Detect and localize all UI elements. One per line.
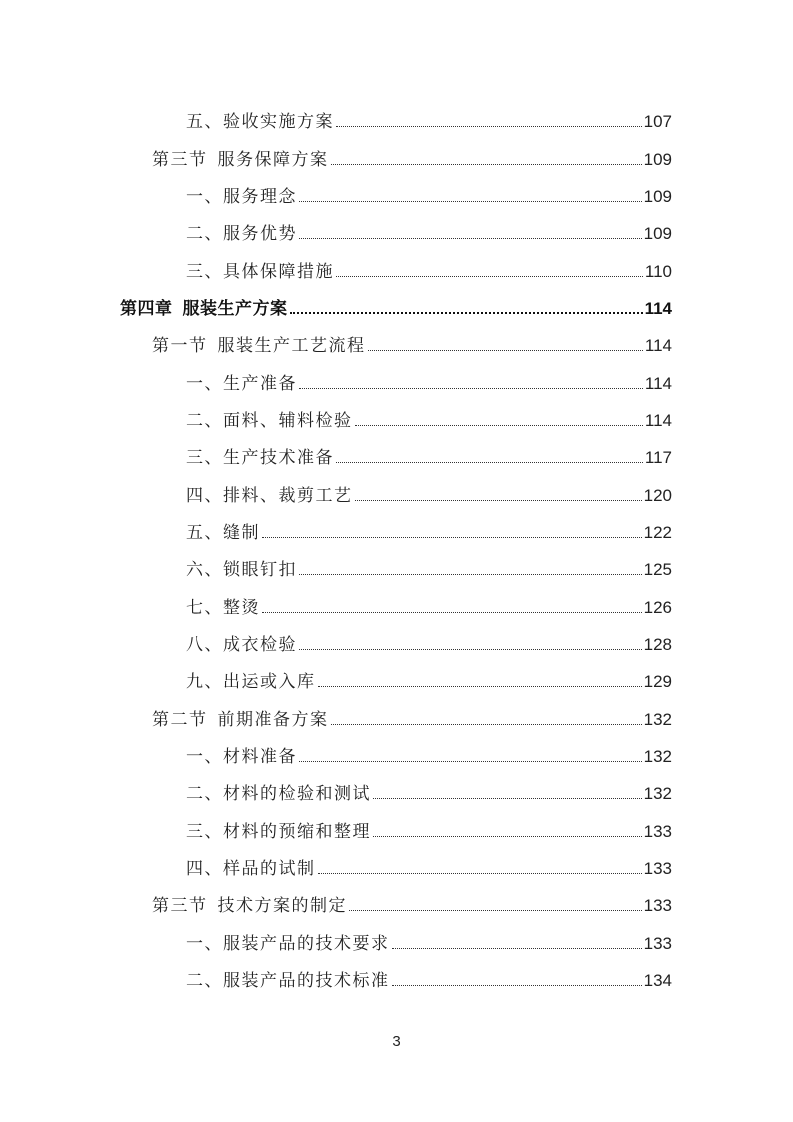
- toc-entry-number: 一、: [186, 747, 223, 768]
- toc-entry-title: 服装产品的技术要求: [223, 933, 390, 954]
- toc-entry-page: 109: [643, 224, 672, 244]
- toc-entry-number: 五、: [186, 112, 223, 133]
- toc-entry-content: [152, 891, 672, 916]
- toc-subsection-entry[interactable]: [0, 250, 793, 287]
- toc-subsection-entry[interactable]: [0, 736, 793, 773]
- toc-entry-number: 第一节: [152, 336, 208, 357]
- toc-subsection-entry[interactable]: [0, 848, 793, 885]
- toc-subsection-entry[interactable]: [0, 923, 793, 960]
- toc-entry-page: 107: [643, 112, 672, 132]
- toc-subsection-entry[interactable]: [0, 811, 793, 848]
- toc-entry-title: 验收实施方案: [223, 112, 334, 133]
- toc-entry-label: [152, 145, 329, 170]
- toc-subsection-entry[interactable]: [0, 176, 793, 213]
- toc-entry-title: 服务保障方案: [217, 149, 329, 170]
- table-of-contents: [0, 101, 793, 997]
- toc-entry-title: 整烫: [223, 597, 260, 618]
- toc-entry-content: [186, 518, 672, 543]
- toc-entry-page: 110: [644, 261, 672, 281]
- toc-entry-content: [120, 294, 672, 319]
- toc-entry-page: 133: [643, 896, 672, 916]
- dot-leader: [355, 500, 642, 501]
- toc-entry-label: [186, 630, 297, 655]
- toc-entry-label: [186, 779, 371, 804]
- toc-entry-content: [186, 369, 672, 394]
- toc-entry-label: [186, 817, 371, 842]
- toc-entry-number: 九、: [186, 672, 223, 693]
- toc-entry-number: 七、: [186, 597, 223, 618]
- toc-entry-label: [186, 369, 297, 394]
- dot-leader: [318, 873, 642, 874]
- toc-entry-page: 125: [643, 560, 672, 580]
- toc-entry-title: 服务理念: [223, 186, 297, 207]
- toc-entry-number: 四、: [186, 485, 223, 506]
- dot-leader: [373, 798, 642, 799]
- dot-leader: [299, 574, 642, 575]
- toc-entry-label: [186, 182, 297, 207]
- dot-leader: [318, 686, 642, 687]
- toc-entry-title: 服装生产工艺流程: [217, 336, 366, 357]
- toc-entry-number: 一、: [186, 186, 223, 207]
- dot-leader: [373, 836, 642, 837]
- toc-entry-page: 114: [644, 298, 672, 318]
- toc-entry-page: 129: [643, 672, 672, 692]
- toc-entry-number: 五、: [186, 522, 223, 543]
- dot-leader: [299, 761, 642, 762]
- toc-entry-title: 样品的试制: [223, 859, 316, 880]
- toc-entry-page: 120: [643, 485, 672, 505]
- toc-entry-label: [186, 742, 297, 767]
- toc-subsection-entry[interactable]: [0, 474, 793, 511]
- toc-entry-content: [186, 406, 672, 431]
- toc-entry-title: 前期准备方案: [217, 709, 329, 730]
- toc-entry-number: 第三节: [152, 896, 208, 917]
- toc-subsection-entry[interactable]: [0, 549, 793, 586]
- toc-entry-page: 114: [644, 336, 672, 356]
- toc-section-entry[interactable]: [0, 885, 793, 922]
- toc-entry-number: 三、: [186, 448, 223, 469]
- toc-subsection-entry[interactable]: [0, 101, 793, 138]
- dot-leader: [299, 201, 642, 202]
- dot-leader: [331, 164, 642, 165]
- toc-subsection-entry[interactable]: [0, 773, 793, 810]
- toc-entry-content: [152, 331, 672, 356]
- toc-section-entry[interactable]: [0, 138, 793, 175]
- toc-entry-page: 122: [643, 522, 672, 542]
- toc-entry-content: [186, 182, 672, 207]
- toc-subsection-entry[interactable]: [0, 437, 793, 474]
- dot-leader: [331, 724, 642, 725]
- toc-entry-label: [186, 929, 390, 954]
- toc-entry-number: 二、: [186, 971, 223, 992]
- dot-leader: [299, 388, 643, 389]
- toc-entry-page: 114: [644, 373, 672, 393]
- toc-entry-content: [186, 481, 672, 506]
- toc-entry-label: [186, 107, 334, 132]
- toc-entry-content: [186, 219, 672, 244]
- toc-entry-page: 132: [643, 784, 672, 804]
- toc-entry-title: 技术方案的制定: [217, 896, 347, 917]
- toc-entry-content: [186, 443, 672, 468]
- toc-entry-label: [152, 891, 347, 916]
- toc-entry-page: 114: [644, 410, 672, 430]
- toc-entry-number: 一、: [186, 373, 223, 394]
- dot-leader: [336, 276, 643, 277]
- toc-entry-content: [186, 779, 672, 804]
- toc-entry-label: [120, 294, 288, 319]
- toc-entry-number: 二、: [186, 410, 223, 431]
- toc-subsection-entry[interactable]: [0, 624, 793, 661]
- toc-subsection-entry[interactable]: [0, 362, 793, 399]
- toc-entry-label: [186, 966, 390, 991]
- toc-entry-number: 三、: [186, 261, 223, 282]
- dot-leader: [299, 238, 642, 239]
- dot-leader: [355, 425, 643, 426]
- dot-leader: [262, 537, 642, 538]
- toc-entry-label: [186, 406, 353, 431]
- toc-entry-title: 服装生产方案: [182, 298, 288, 319]
- toc-subsection-entry[interactable]: [0, 213, 793, 250]
- toc-entry-label: [186, 219, 297, 244]
- toc-entry-page: 117: [644, 448, 672, 468]
- toc-entry-label: [152, 331, 366, 356]
- toc-entry-page: 109: [643, 186, 672, 206]
- toc-entry-content: [186, 742, 672, 767]
- toc-entry-content: [152, 705, 672, 730]
- toc-entry-page: 109: [643, 149, 672, 169]
- toc-entry-label: [186, 555, 297, 580]
- toc-entry-label: [152, 705, 329, 730]
- toc-entry-content: [186, 107, 672, 132]
- toc-entry-number: 二、: [186, 224, 223, 245]
- dot-leader: [368, 350, 643, 351]
- toc-entry-title: 材料的检验和测试: [223, 784, 371, 805]
- toc-entry-title: 服装产品的技术标准: [223, 971, 390, 992]
- dot-leader: [290, 312, 643, 314]
- toc-entry-label: [186, 667, 316, 692]
- toc-entry-title: 生产准备: [223, 373, 297, 394]
- toc-entry-title: 排料、裁剪工艺: [223, 485, 353, 506]
- toc-entry-page: 132: [643, 747, 672, 767]
- toc-entry-content: [186, 630, 672, 655]
- toc-section-entry[interactable]: [0, 325, 793, 362]
- toc-entry-content: [186, 817, 672, 842]
- toc-entry-content: [186, 593, 672, 618]
- toc-entry-title: 锁眼钉扣: [223, 560, 297, 581]
- toc-entry-label: [186, 257, 334, 282]
- toc-entry-page: 134: [643, 971, 672, 991]
- toc-entry-title: 出运或入库: [223, 672, 316, 693]
- toc-entry-number: 一、: [186, 933, 223, 954]
- toc-entry-label: [186, 481, 353, 506]
- toc-entry-number: 二、: [186, 784, 223, 805]
- toc-entry-title: 服务优势: [223, 224, 297, 245]
- toc-entry-title: 面料、辅料检验: [223, 410, 353, 431]
- toc-section-entry[interactable]: [0, 699, 793, 736]
- toc-entry-title: 具体保障措施: [223, 261, 334, 282]
- toc-chapter-entry[interactable]: [0, 288, 793, 325]
- toc-entry-page: 132: [643, 709, 672, 729]
- toc-entry-number: 三、: [186, 821, 223, 842]
- dot-leader: [299, 649, 642, 650]
- toc-entry-page: 133: [643, 859, 672, 879]
- toc-entry-label: [186, 443, 334, 468]
- dot-leader: [336, 126, 642, 127]
- toc-entry-content: [152, 145, 672, 170]
- toc-entry-number: 第三节: [152, 149, 208, 170]
- toc-entry-content: [186, 667, 672, 692]
- toc-entry-title: 生产技术准备: [223, 448, 334, 469]
- toc-entry-title: 缝制: [223, 522, 260, 543]
- toc-entry-page: 126: [643, 597, 672, 617]
- toc-subsection-entry[interactable]: [0, 400, 793, 437]
- toc-entry-title: 成衣检验: [223, 634, 297, 655]
- toc-entry-content: [186, 257, 672, 282]
- toc-entry-content: [186, 854, 672, 879]
- toc-entry-label: [186, 854, 316, 879]
- toc-entry-content: [186, 929, 672, 954]
- toc-entry-number: 八、: [186, 634, 223, 655]
- toc-subsection-entry[interactable]: [0, 960, 793, 997]
- toc-entry-number: 第二节: [152, 709, 208, 730]
- dot-leader: [349, 910, 642, 911]
- toc-subsection-entry[interactable]: [0, 661, 793, 698]
- toc-entry-content: [186, 966, 672, 991]
- dot-leader: [336, 462, 643, 463]
- toc-entry-page: 128: [643, 634, 672, 654]
- dot-leader: [392, 948, 642, 949]
- dot-leader: [392, 985, 642, 986]
- toc-entry-number: 六、: [186, 560, 223, 581]
- toc-entry-page: 133: [643, 933, 672, 953]
- toc-subsection-entry[interactable]: [0, 586, 793, 623]
- toc-entry-number: 四、: [186, 859, 223, 880]
- page-number: 3: [392, 1033, 401, 1050]
- toc-entry-label: [186, 518, 260, 543]
- toc-subsection-entry[interactable]: [0, 512, 793, 549]
- toc-entry-page: 133: [643, 821, 672, 841]
- toc-entry-number: 第四章: [120, 298, 173, 319]
- toc-entry-title: 材料的预缩和整理: [223, 821, 371, 842]
- toc-entry-label: [186, 593, 260, 618]
- dot-leader: [262, 612, 642, 613]
- toc-entry-title: 材料准备: [223, 747, 297, 768]
- toc-entry-content: [186, 555, 672, 580]
